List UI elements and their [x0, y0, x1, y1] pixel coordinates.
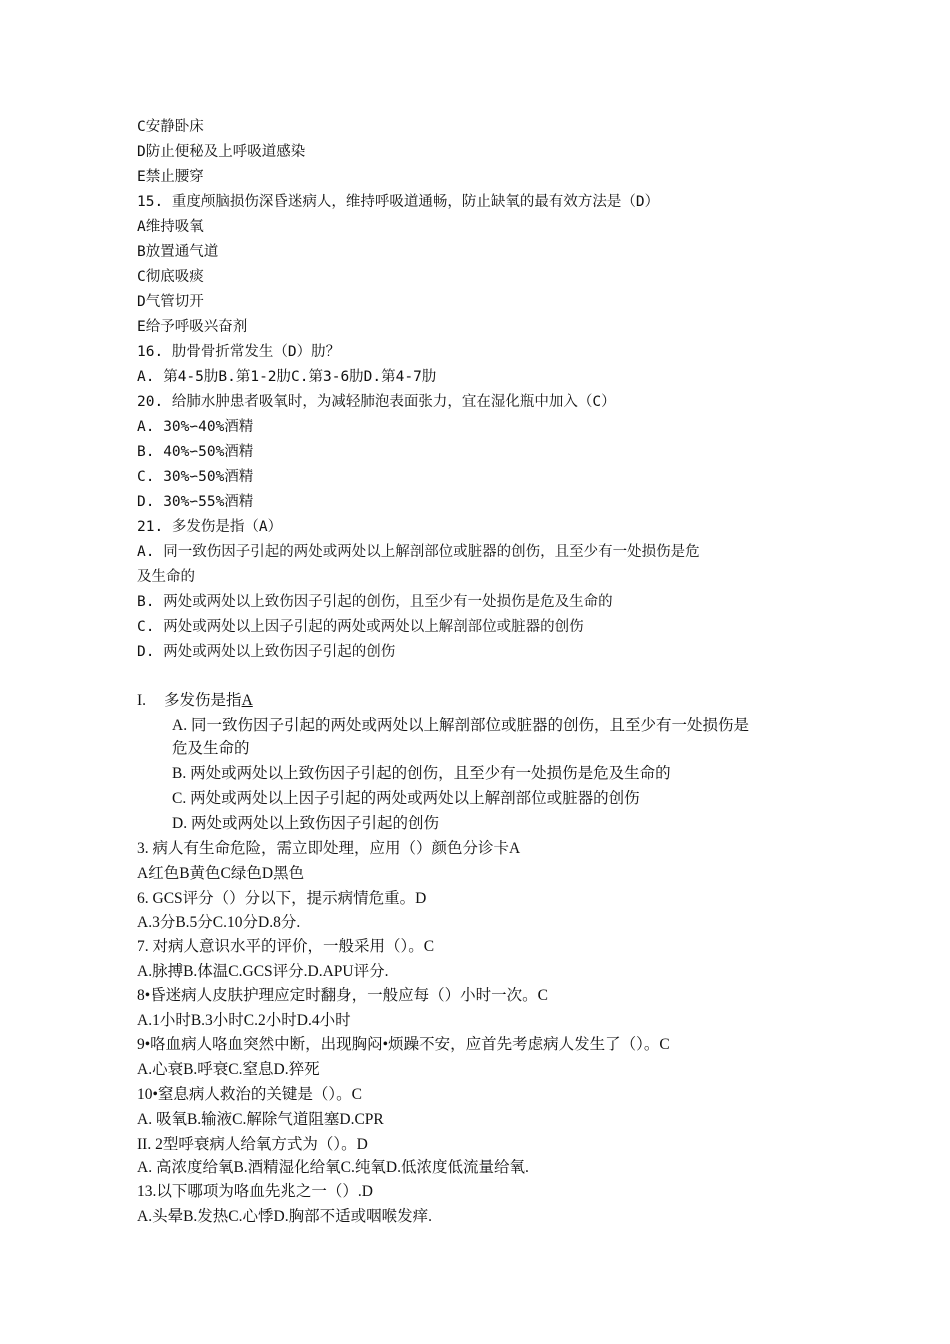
option-line: B. 两处或两处以上致伤因子引起的创伤，且至少有一处损伤是危及生命的: [172, 765, 671, 782]
text-line: C安静卧床: [137, 119, 204, 135]
text-line: A. 30%∽40%酒精: [137, 419, 254, 435]
question-9: 9•咯血病人咯血突然中断，出现胸闷•烦躁不安，应首先考虑病人发生了（）。C: [137, 1036, 670, 1053]
text-line: D气管切开: [137, 294, 204, 310]
question-15: 15. 重度颅脑损伤深昏迷病人，维持呼吸道通畅，防止缺氧的最有效方法是（D）: [137, 194, 660, 210]
question-6: 6. GCS评分（）分以下，提示病情危重。D: [137, 890, 427, 907]
text-line: A.头晕B.发热C.心悸D.胸部不适或咽喉发痒.: [137, 1208, 432, 1225]
text-line: A. 高浓度给氧B.酒精湿化给氧C.纯氧D.低浓度低流量给氧.: [137, 1159, 529, 1176]
question-3: 3. 病人有生命危险，需立即处理，应用（）颜色分诊卡A: [137, 840, 521, 857]
text-line: A维持吸氧: [137, 219, 204, 235]
text-line: A. 第4-5肋B.第1-2肋C.第3-6肋D.第4-7肋: [137, 369, 437, 385]
text-line: B放置通气道: [137, 244, 219, 260]
text-line: A. 吸氧B.输液C.解除气道阻塞D.CPR: [137, 1111, 384, 1128]
text-line: A.脉搏B.体温C.GCS评分.D.APU评分.: [137, 963, 389, 980]
text-line: 及生命的: [137, 569, 195, 585]
question-16: 16. 肋骨骨折常发生（D）肋？: [137, 344, 341, 360]
text-line: E给予呼吸兴奋剂: [137, 319, 248, 335]
question-21: 21. 多发伤是指（A）: [137, 519, 283, 535]
text-line: B. 两处或两处以上致伤因子引起的创伤，且至少有一处损伤是危及生命的: [137, 594, 613, 610]
text-line: D. 30%∽55%酒精: [137, 494, 254, 510]
question-II: II. 2型呼衰病人给氧方式为（）。D: [137, 1136, 368, 1153]
text-line: A.心衰B.呼衰C.窒息D.猝死: [137, 1061, 320, 1078]
question-text: 多发伤是指: [164, 692, 242, 709]
text-line: A.1小时B.3小时C.2小时D.4小时: [137, 1012, 351, 1029]
text-line: A红色B黄色C绿色D黑色: [137, 865, 305, 882]
text-line: A. 同一致伤因子引起的两处或两处以上解剖部位或脏器的创伤，且至少有一处损伤是危: [137, 544, 700, 560]
question-number: I.: [137, 692, 147, 709]
option-line: 危及生命的: [172, 740, 250, 757]
question-8: 8•昏迷病人皮肤护理应定时翻身，一般应每（）小时一次。C: [137, 987, 549, 1004]
question-10: 10•窒息病人救治的关键是（）。C: [137, 1086, 363, 1103]
text-line: D防止便秘及上呼吸道感染: [137, 144, 306, 160]
option-line: C. 两处或两处以上因子引起的两处或两处以上解剖部位或脏器的创伤: [172, 790, 640, 807]
text-line: C彻底吸痰: [137, 269, 204, 285]
text-line: D. 两处或两处以上致伤因子引起的创伤: [137, 644, 396, 660]
text-line: B. 40%∽50%酒精: [137, 444, 254, 460]
text-line: C. 30%∽50%酒精: [137, 469, 254, 485]
text-line: E禁止腰穿: [137, 169, 204, 185]
question-20: 20. 给肺水肿患者吸氧时，为减轻肺泡表面张力，宜在湿化瓶中加入（C）: [137, 394, 616, 410]
answer-key: A: [241, 692, 253, 709]
text-line: A.3分B.5分C.10分D.8分.: [137, 914, 301, 931]
question-13: 13.以下哪项为咯血先兆之一（）.D: [137, 1183, 373, 1200]
text-line: C. 两处或两处以上因子引起的两处或两处以上解剖部位或脏器的创伤: [137, 619, 584, 635]
option-line: A. 同一致伤因子引起的两处或两处以上解剖部位或脏器的创伤，且至少有一处损伤是: [172, 717, 749, 734]
question-7: 7. 对病人意识水平的评价，一般采用（）。C: [137, 938, 435, 955]
option-line: D. 两处或两处以上致伤因子引起的创伤: [172, 815, 439, 832]
question-I: [137, 691, 253, 711]
